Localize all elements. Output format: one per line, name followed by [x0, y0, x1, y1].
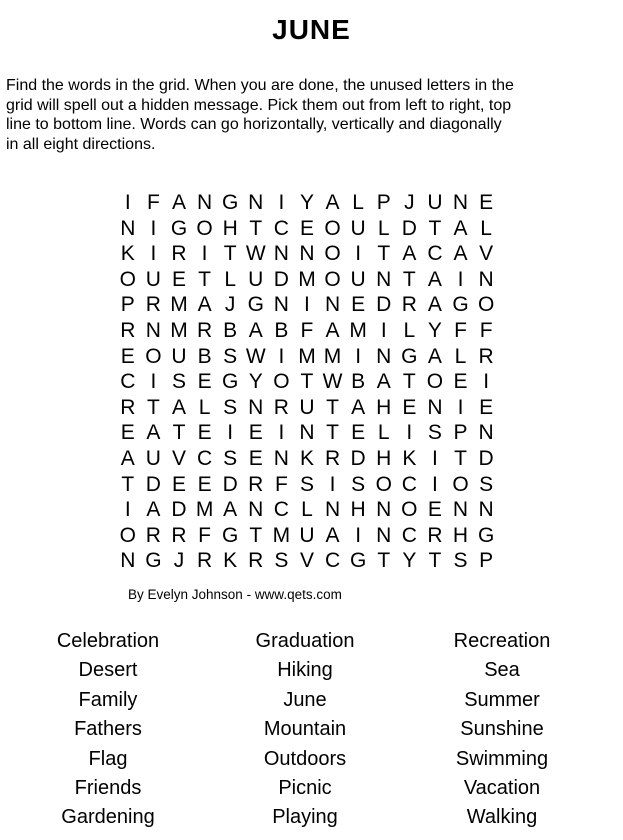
grid-letter: A	[171, 191, 186, 214]
grid-letter: G	[452, 293, 469, 317]
grid-letter: I	[457, 395, 464, 419]
grid-letter: T	[172, 421, 186, 445]
grid-letter: H	[222, 216, 238, 240]
grid-letter: C	[401, 523, 417, 547]
grid-letter: R	[171, 242, 187, 266]
grid-letter: H	[350, 498, 366, 522]
grid-letter: O	[196, 216, 213, 240]
grid-letter: R	[171, 523, 187, 547]
grid-letter: A	[376, 370, 391, 394]
grid-letter: G	[170, 216, 188, 240]
grid-letter: E	[171, 472, 186, 496]
grid-letter: W	[322, 370, 343, 394]
grid-letter: R	[196, 549, 213, 573]
grid-letter: E	[402, 395, 417, 419]
word-list-item: Vacation	[463, 777, 541, 800]
word-list-item: Friends	[74, 777, 142, 800]
grid-letter: A	[325, 191, 340, 214]
grid-row	[115, 267, 499, 293]
grid-row	[115, 318, 499, 344]
grid-letter: R	[120, 318, 136, 342]
word-list-item: Gardening	[61, 806, 155, 829]
grid-letter: A	[402, 242, 417, 266]
grid-letter: Y	[427, 318, 442, 342]
grid-row	[115, 369, 499, 395]
grid-letter: M	[349, 318, 367, 342]
grid-letter: Y	[248, 370, 263, 394]
grid-letter: F	[300, 318, 314, 342]
grid-letter: G	[222, 191, 239, 214]
grid-letter: K	[402, 446, 417, 470]
grid-letter: T	[146, 395, 160, 419]
grid-letter: I	[432, 472, 438, 496]
grid-letter: H	[376, 395, 392, 419]
grid-letter: A	[453, 216, 468, 240]
grid-letter: T	[121, 472, 135, 496]
word-column-1	[28, 627, 188, 833]
grid-letter: I	[150, 242, 157, 266]
grid-letter: O	[324, 267, 341, 291]
grid-letter: N	[196, 191, 213, 214]
grid-letter: F	[454, 318, 467, 342]
grid-letter: S	[427, 421, 442, 445]
grid-letter: A	[223, 498, 238, 522]
grid-letter: D	[401, 216, 417, 240]
grid-letter: D	[273, 267, 289, 291]
grid-letter: B	[197, 344, 212, 368]
grid-letter: O	[145, 344, 162, 368]
grid-letter: I	[380, 318, 387, 342]
grid-letter: T	[326, 421, 339, 445]
instructions-line: in all eight directions.	[6, 135, 156, 153]
grid-letter: L	[198, 395, 211, 419]
grid-letter: A	[351, 395, 366, 419]
grid-letter: U	[299, 523, 315, 547]
grid-letter: D	[222, 472, 238, 496]
grid-letter: N	[376, 523, 392, 547]
grid-letter: A	[248, 318, 263, 342]
grid-letter: P	[479, 549, 494, 573]
grid-letter: C	[273, 498, 289, 522]
grid-letter: N	[452, 498, 469, 522]
grid-letter: S	[351, 472, 366, 496]
instructions	[6, 76, 618, 154]
grid-letter: S	[223, 395, 238, 419]
word-column-2	[225, 627, 385, 833]
grid-letter: G	[401, 344, 418, 368]
grid-letter: D	[376, 293, 392, 317]
grid-letter: L	[480, 216, 492, 240]
word-list-item: Graduation	[255, 630, 355, 652]
grid-letter: M	[170, 318, 188, 342]
page-title: JUNE	[272, 14, 351, 45]
grid-letter: T	[377, 242, 391, 266]
grid-letter: N	[478, 267, 494, 291]
grid-letter: F	[274, 472, 288, 496]
grid-letter: E	[197, 421, 212, 445]
grid-letter: I	[227, 421, 234, 445]
grid-letter: T	[300, 370, 314, 394]
grid-letter: M	[272, 523, 291, 547]
grid-letter: H	[452, 523, 469, 547]
grid-letter: U	[299, 395, 315, 419]
grid-letter: N	[299, 421, 315, 445]
grid-letter: I	[304, 293, 310, 317]
grid-letter: O	[324, 216, 341, 240]
grid-letter: I	[432, 446, 438, 470]
word-list-item: Flag	[88, 747, 128, 770]
grid-letter: R	[120, 395, 136, 419]
grid-letter: L	[377, 421, 390, 445]
grid-letter: L	[377, 216, 390, 240]
grid-letter: R	[248, 472, 264, 496]
grid-letter: G	[477, 523, 495, 547]
grid-letter: I	[457, 267, 464, 291]
grid-letter: M	[170, 293, 188, 317]
grid-letter: A	[453, 242, 468, 266]
grid-row	[115, 292, 499, 318]
grid-letter: I	[278, 421, 285, 445]
grid-letter: E	[427, 498, 442, 522]
grid-letter: R	[427, 523, 443, 547]
grid-letter: E	[479, 395, 494, 419]
grid-letter: N	[120, 549, 136, 573]
word-list-item: Family	[78, 688, 138, 711]
grid-letter: A	[171, 395, 186, 419]
grid-letter: T	[326, 395, 339, 419]
grid-letter: I	[355, 242, 362, 266]
grid-letter: F	[146, 191, 160, 214]
grid-letter: E	[479, 191, 494, 214]
grid-letter: E	[248, 446, 263, 470]
grid-letter: E	[351, 421, 366, 445]
grid-letter: N	[248, 395, 264, 419]
grid-letter: A	[427, 344, 442, 368]
grid-letter: I	[406, 421, 413, 445]
grid-row	[115, 446, 499, 472]
grid-letter: W	[245, 242, 266, 266]
grid-letter: G	[145, 549, 162, 573]
grid-letter: M	[195, 498, 214, 522]
grid-letter: T	[428, 549, 442, 573]
grid-letter: E	[351, 293, 366, 317]
grid-letter: U	[145, 267, 161, 291]
grid-letter: T	[198, 267, 211, 291]
word-list-item: Recreation	[453, 630, 551, 652]
grid-letter: F	[198, 523, 211, 547]
grid-letter: R	[478, 344, 494, 368]
grid-letter: G	[222, 370, 239, 394]
word-list-item: Walking	[466, 806, 538, 829]
grid-letter: E	[171, 267, 186, 291]
grid-letter: D	[478, 446, 494, 470]
grid-letter: S	[479, 472, 494, 496]
word-list-item: Sunshine	[460, 718, 544, 741]
grid-letter: I	[124, 191, 131, 214]
word-list-item: Picnic	[278, 777, 332, 800]
instructions-line: Find the words in the grid. When you are done, the unused letters in the	[6, 77, 514, 94]
grid-letter: C	[324, 549, 341, 573]
grid-letter: N	[273, 293, 289, 317]
grid-letter: S	[171, 370, 186, 394]
grid-letter: E	[197, 370, 212, 394]
grid-letter: O	[426, 370, 444, 394]
grid-row	[115, 523, 499, 549]
grid-letter: B	[351, 370, 366, 394]
grid-letter: O	[452, 472, 469, 496]
grid-letter: M	[298, 267, 316, 291]
grid-row	[115, 241, 499, 267]
grid-letter: N	[376, 498, 392, 522]
word-list-item: Mountain	[263, 718, 347, 741]
grid-letter: N	[427, 395, 443, 419]
grid-letter: H	[376, 446, 392, 470]
grid-letter: T	[249, 216, 263, 240]
grid-letter: V	[171, 446, 186, 470]
grid-letter: K	[223, 549, 238, 573]
grid-letter: N	[452, 191, 469, 214]
grid-letter: R	[324, 446, 341, 470]
grid-letter: I	[355, 344, 362, 368]
grid-letter: T	[249, 523, 263, 547]
grid-letter: U	[350, 216, 366, 240]
grid-letter: K	[299, 446, 314, 470]
grid-letter: L	[224, 267, 237, 291]
grid-letter: N	[273, 446, 289, 470]
grid-letter: B	[274, 318, 289, 342]
grid-row	[115, 420, 499, 446]
grid-letter: E	[453, 370, 468, 394]
grid-letter: L	[301, 498, 313, 522]
grid-row	[115, 395, 499, 421]
grid-letter: R	[145, 293, 161, 317]
grid-letter: R	[401, 293, 417, 317]
grid-letter: A	[325, 318, 340, 342]
grid-letter: A	[427, 267, 442, 291]
grid-letter: P	[376, 191, 391, 214]
word-list-item: Swimming	[455, 747, 549, 770]
word-list-item: Sea	[484, 659, 520, 682]
grid-letter: N	[145, 318, 161, 342]
grid-letter: O	[273, 370, 290, 394]
grid-letter: R	[273, 395, 289, 419]
grid-letter: E	[120, 421, 135, 445]
grid-letter: N	[376, 344, 392, 368]
grid-letter: E	[120, 344, 135, 368]
grid-letter: V	[299, 549, 314, 573]
grid-letter: A	[427, 293, 442, 317]
grid-letter: T	[402, 267, 416, 291]
grid-letter: O	[119, 267, 136, 291]
grid-letter: C	[401, 472, 417, 496]
grid-letter: M	[298, 344, 316, 368]
grid-letter: N	[376, 267, 392, 291]
grid-letter: Y	[402, 549, 417, 573]
word-list-item: Playing	[272, 806, 338, 829]
grid-letter: R	[196, 318, 213, 342]
grid-letter: U	[427, 191, 443, 214]
grid-letter: L	[454, 344, 467, 368]
grid-letter: N	[478, 498, 494, 522]
grid-letter: S	[223, 344, 238, 368]
grid-letter: S	[223, 446, 238, 470]
grid-row	[115, 344, 499, 370]
grid-letter: J	[173, 549, 185, 573]
grid-letter: T	[428, 216, 442, 240]
grid-letter: E	[248, 421, 263, 445]
grid-letter: M	[323, 344, 342, 368]
grid-letter: D	[171, 498, 187, 522]
grid-letter: I	[124, 498, 131, 522]
word-list-item: Outdoors	[263, 747, 347, 770]
grid-letter: N	[248, 498, 264, 522]
credit-line: By Evelyn Johnson - www.qets.com	[128, 587, 342, 602]
grid-letter: Y	[299, 191, 314, 214]
grid-letter: R	[145, 523, 161, 547]
grid-letter: N	[324, 293, 341, 317]
grid-letter: W	[245, 344, 266, 368]
grid-letter: N	[273, 242, 289, 266]
grid-letter: L	[352, 191, 364, 214]
word-list-item: Desert	[78, 659, 138, 682]
grid-letter: A	[325, 523, 340, 547]
grid-letter: V	[479, 242, 494, 266]
grid-row	[115, 216, 499, 242]
grid-letter: T	[454, 446, 467, 470]
grid-row	[115, 472, 499, 498]
grid-letter: A	[120, 446, 135, 470]
grid-letter: N	[324, 498, 341, 522]
grid-letter: G	[222, 523, 239, 547]
grid-letter: I	[355, 523, 362, 547]
grid-letter: T	[223, 242, 237, 266]
grid-letter: N	[478, 421, 494, 445]
grid-row	[115, 190, 499, 216]
grid-letter: C	[427, 242, 443, 266]
grid-letter: S	[299, 472, 314, 496]
instructions-line: grid will spell out a hidden message. Pick them out from left to right, top	[6, 96, 512, 114]
grid-letter: N	[299, 242, 315, 266]
grid-letter: S	[453, 549, 468, 573]
grid-letter: U	[171, 344, 187, 368]
grid-letter: K	[120, 242, 135, 266]
grid-letter: C	[196, 446, 213, 470]
word-list-item: Celebration	[56, 630, 160, 652]
grid-letter: N	[120, 216, 136, 240]
grid-letter: O	[401, 498, 418, 522]
grid-row	[115, 548, 499, 574]
word-list-item: Hiking	[277, 659, 333, 682]
grid-letter: I	[329, 472, 336, 496]
grid-letter: D	[350, 446, 366, 470]
grid-letter: T	[402, 370, 416, 394]
grid-letter: O	[119, 523, 136, 547]
grid-letter: C	[273, 216, 289, 240]
word-list-item: Fathers	[74, 718, 142, 741]
grid-letter: D	[145, 472, 161, 496]
grid-letter: I	[201, 242, 208, 266]
grid-letter: B	[223, 318, 238, 342]
grid-letter: E	[299, 216, 314, 240]
grid-letter: I	[150, 216, 157, 240]
grid-letter: O	[324, 242, 341, 266]
word-column-3	[422, 627, 582, 833]
grid-letter: J	[404, 191, 415, 214]
grid-letter: U	[145, 446, 161, 470]
grid-letter: N	[248, 191, 264, 214]
grid-letter: A	[146, 498, 161, 522]
grid-letter: T	[377, 549, 391, 573]
instructions-line: line to bottom line. Words can go horizontally, vertically and diagonally	[6, 116, 502, 133]
grid-letter: O	[375, 472, 392, 496]
grid-letter: I	[483, 370, 490, 394]
grid-letter: G	[349, 549, 367, 573]
grid-letter: U	[248, 267, 264, 291]
grid-letter: S	[274, 549, 289, 573]
grid-letter: F	[479, 318, 493, 342]
grid-letter: I	[278, 344, 285, 368]
grid-letter: P	[453, 421, 468, 445]
word-list-item: June	[283, 688, 327, 711]
grid-letter: U	[350, 267, 366, 291]
grid-letter: A	[197, 293, 212, 317]
grid-letter: I	[278, 191, 285, 214]
grid-letter: O	[477, 293, 495, 317]
grid-letter: L	[403, 318, 416, 342]
grid-letter: A	[146, 421, 161, 445]
grid-letter: C	[120, 370, 136, 394]
grid-letter: G	[247, 293, 264, 317]
grid-row	[115, 497, 499, 523]
grid-letter: J	[224, 293, 236, 317]
letter-grid	[115, 190, 499, 574]
grid-letter: R	[248, 549, 264, 573]
grid-letter: P	[120, 293, 135, 317]
word-list-item: Summer	[464, 688, 540, 711]
grid-letter: E	[197, 472, 212, 496]
grid-letter: I	[150, 370, 157, 394]
